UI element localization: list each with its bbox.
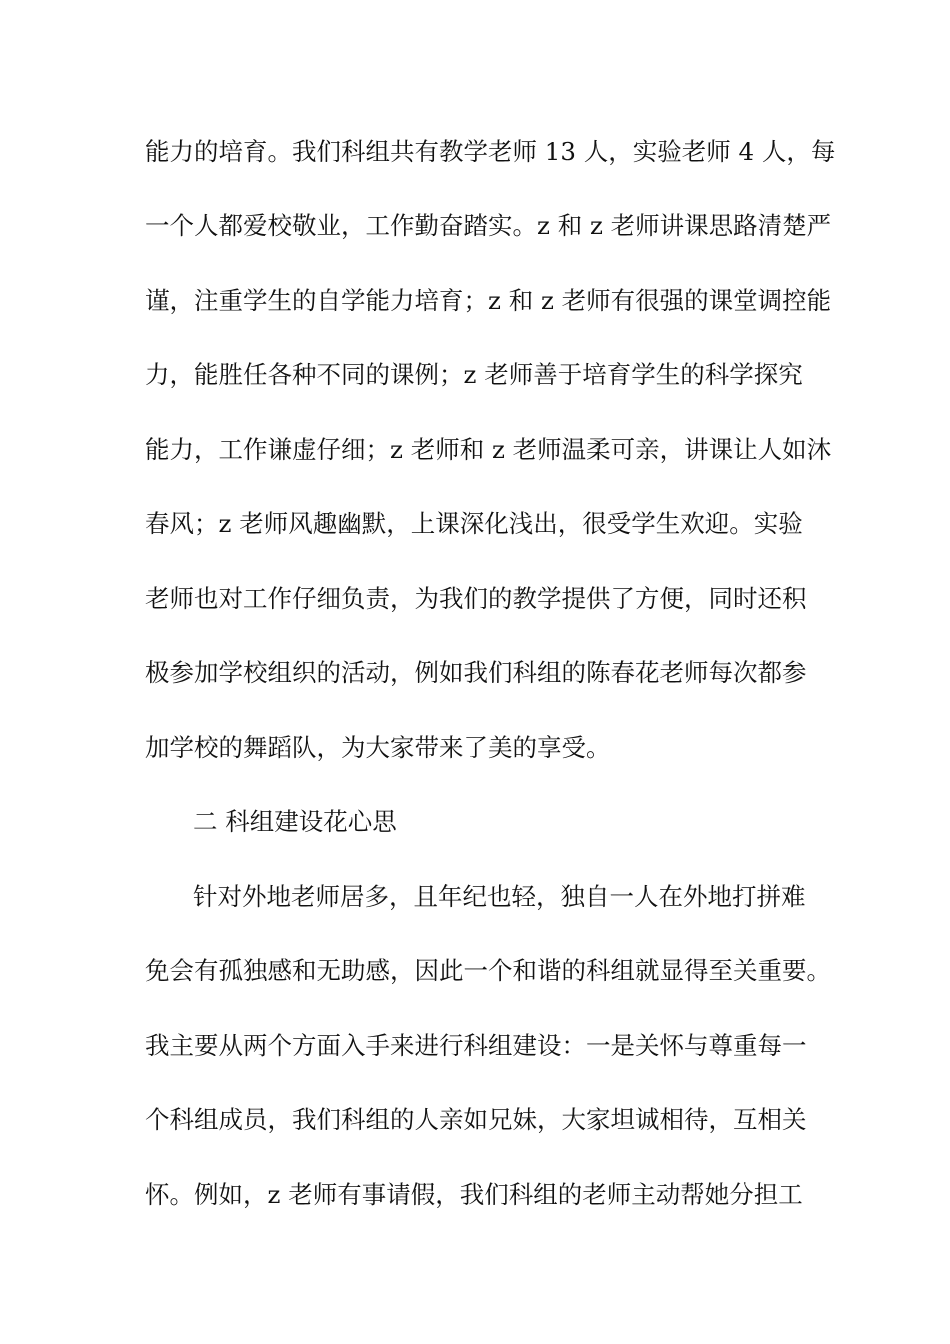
text-line: 免会有孤独感和无助感，因此一个和谐的科组就显得至关重要。: [145, 956, 831, 985]
text-line: 老师也对工作仔细负责，为我们的教学提供了方便，同时还积: [145, 584, 807, 613]
text-line: 力，能胜任各种不同的课例；z 老师善于培育学生的科学探究: [145, 360, 803, 389]
text-line: 加学校的舞蹈队，为大家带来了美的享受。: [145, 733, 611, 762]
section-heading: 二 科组建设花心思: [193, 807, 397, 836]
text-line: 春风；z 老师风趣幽默，上课深化浅出，很受学生欢迎。实验: [145, 509, 803, 538]
text-line: 针对外地老师居多，且年纪也轻，独自一人在外地打拼难: [193, 882, 806, 911]
text-line: 谨，注重学生的自学能力培育；z 和 z 老师有很强的课堂调控能: [145, 286, 832, 315]
text-line: 个科组成员，我们科组的人亲如兄妹，大家坦诚相待，互相关: [145, 1105, 807, 1134]
text-line: 怀。例如，z 老师有事请假，我们科组的老师主动帮她分担工: [145, 1180, 803, 1209]
text-line: 能力的培育。我们科组共有教学老师 13 人，实验老师 4 人，每: [145, 137, 836, 166]
text-line: 极参加学校组织的活动，例如我们科组的陈春花老师每次都参: [145, 658, 807, 687]
text-line: 一个人都爱校敬业，工作勤奋踏实。z 和 z 老师讲课思路清楚严: [145, 211, 832, 240]
text-line: 能力，工作谦虚仔细；z 老师和 z 老师温柔可亲，讲课让人如沐: [145, 435, 832, 464]
text-line: 我主要从两个方面入手来进行科组建设：一是关怀与尊重每一: [145, 1031, 807, 1060]
